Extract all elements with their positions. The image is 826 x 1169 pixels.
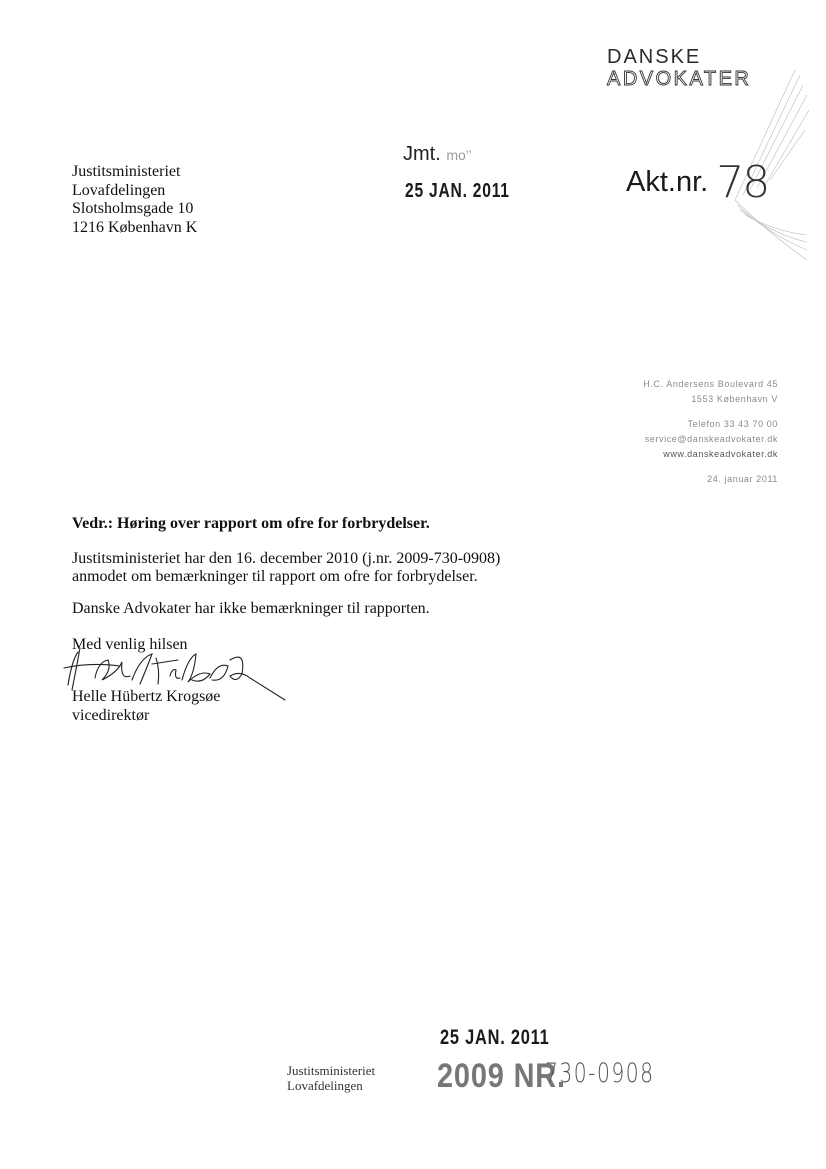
sender-address-line: H.C. Andersens Boulevard 45: [643, 379, 778, 389]
sender-website: www.danskeadvokater.dk: [663, 449, 778, 459]
signer-title: vicedirektør: [72, 707, 150, 724]
jmt-stamp: [403, 143, 472, 166]
akt-label: Akt.nr.: [626, 166, 709, 198]
body-line: anmodet om bemærkninger til rapport om ofre for forbrydelser.: [72, 568, 478, 585]
akt-number-stamp: [626, 151, 769, 208]
body-paragraph-2: Danske Advokater har ikke bemærkninger til rapporten.: [72, 600, 430, 617]
case-number-handwritten: 730-0908: [545, 1058, 655, 1089]
recipient-line: Slotsholmsgade 10: [72, 200, 194, 217]
sender-phone: Telefon 33 43 70 00: [687, 419, 778, 429]
ministry-line: Lovafdelingen: [287, 1078, 363, 1093]
jmt-label: Jmt.: [403, 143, 441, 165]
sender-email: service@danskeadvokater.dk: [644, 434, 778, 444]
recipient-line: Justitsministeriet: [72, 163, 181, 180]
spacer: [643, 407, 778, 417]
case-number-prefix: 2009 NR.: [437, 1057, 566, 1095]
sender-contact-block: [643, 377, 778, 487]
recipient-address: [72, 163, 197, 237]
bottom-ministry-stamp: [287, 1063, 375, 1093]
logo-line-1: DANSKE: [607, 46, 702, 68]
logo-line-2: ADVOKATER: [607, 68, 752, 90]
received-date-stamp: 25 JAN. 2011: [405, 180, 510, 202]
sender-postal-line: 1553 København V: [691, 394, 778, 404]
letter-date: 24. januar 2011: [707, 474, 778, 484]
signer-name: Helle Hübertz Krogsøe: [72, 688, 221, 705]
jmt-faded-text: mo’’: [446, 147, 472, 163]
spacer: [643, 462, 778, 472]
ministry-line: Justitsministeriet: [287, 1063, 376, 1078]
recipient-line: 1216 København K: [72, 218, 198, 236]
body-paragraph-1: [72, 550, 500, 586]
closing-salutation: Med venlig hilsen: [72, 636, 188, 653]
body-line: Justitsministeriet har den 16. december 2010 (j.nr. 2009-730-0908): [72, 550, 501, 567]
akt-handwritten-number: 78: [716, 157, 769, 208]
recipient-line: Lovafdelingen: [72, 181, 166, 199]
letter-subject: Vedr.: Høring over rapport om ofre for forbrydelser.: [72, 515, 430, 532]
bottom-date-stamp: 25 JAN. 2011: [440, 1026, 550, 1049]
